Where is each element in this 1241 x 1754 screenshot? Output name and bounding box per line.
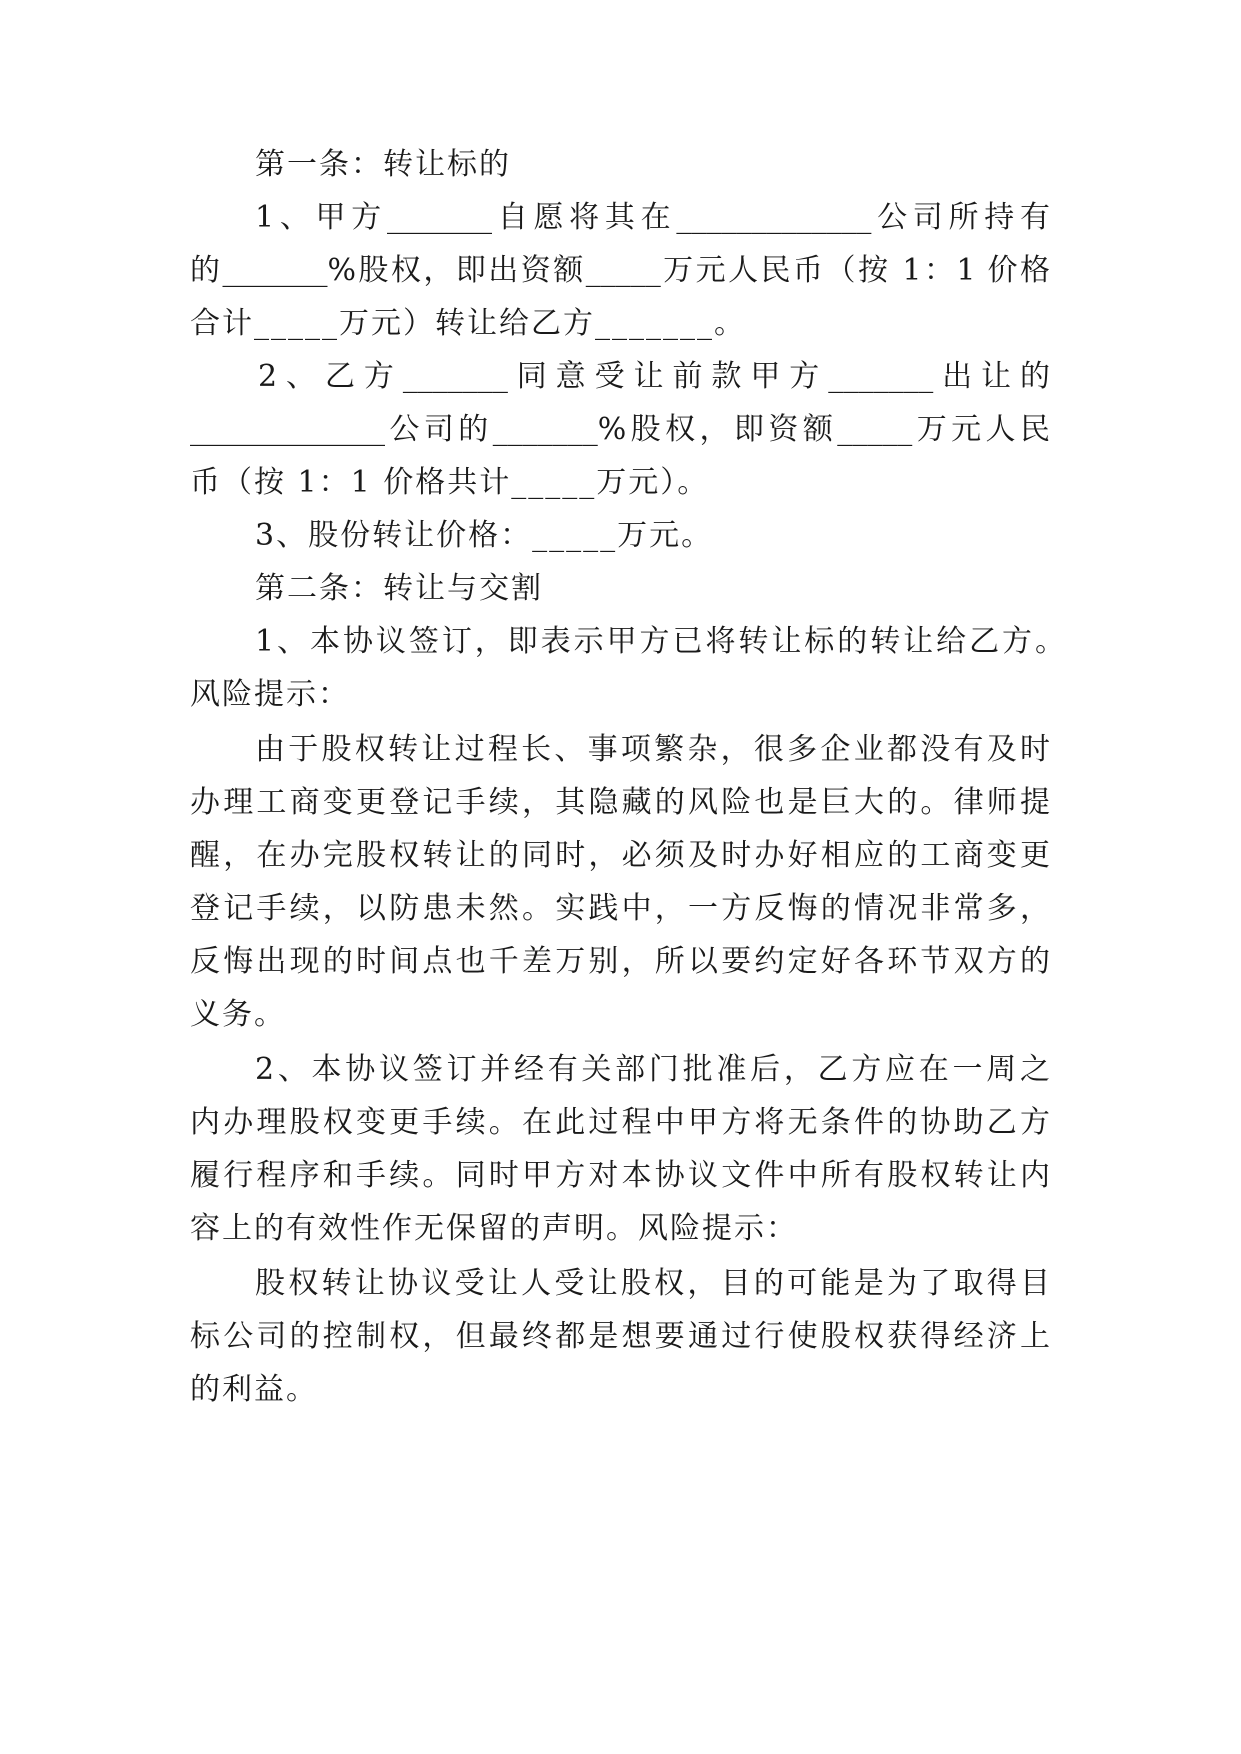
clause-1-2-line-1: 2、乙方_______同意受让前款甲方_______出让的 <box>258 359 1050 394</box>
risk-note-2-line-1: 股权转让协议受让人受让股权，目的可能是为了取得目 <box>255 1266 1050 1301</box>
risk-note-2-line-2: 标公司的控制权，但最终都是想要通过行使股权获得经济上 <box>190 1319 1050 1354</box>
clause-2-2-line-1: 2、本协议签订并经有关部门批准后，乙方应在一周之 <box>255 1052 1050 1087</box>
clause-2-2-line-2: 内办理股权变更手续。在此过程中甲方将无条件的协助乙方 <box>190 1105 1050 1140</box>
risk-note-1-line-3: 醒，在办完股权转让的同时，必须及时办好相应的工商变更 <box>190 838 1050 873</box>
clause-1-1-line-1: 1、甲方_______自愿将其在_____________公司所持有 <box>255 200 1050 235</box>
article-2-heading: 第二条：转让与交割 <box>255 571 543 606</box>
clause-1-2-line-2: _____________公司的_______%股权，即资额_____万元人民 <box>190 412 1050 447</box>
clause-2-2-line-3: 履行程序和手续。同时甲方对本协议文件中所有股权转让内 <box>190 1158 1050 1193</box>
risk-note-1-line-2: 办理工商变更登记手续，其隐藏的风险也是巨大的。律师提 <box>190 785 1050 820</box>
risk-note-2-line-3: 的利益。 <box>190 1372 318 1407</box>
clause-2-2-line-4: 容上的有效性作无保留的声明。风险提示： <box>190 1211 798 1246</box>
clause-1-3: 3、股份转让价格：_____万元。 <box>255 518 714 553</box>
clause-1-1-line-3: 合计_____万元）转让给乙方_______。 <box>190 306 746 341</box>
risk-note-label-1: 风险提示： <box>190 677 350 712</box>
clause-1-2-line-3: 币（按 1：1 价格共计_____万元）。 <box>190 465 710 500</box>
risk-note-1-line-4: 登记手续，以防患未然。实践中，一方反悔的情况非常多， <box>190 891 1050 926</box>
article-1-heading: 第一条：转让标的 <box>255 147 511 182</box>
risk-note-1-line-5: 反悔出现的时间点也千差万别，所以要约定好各环节双方的 <box>190 944 1050 979</box>
clause-2-1: 1、本协议签订，即表示甲方已将转让标的转让给乙方。 <box>255 624 1065 659</box>
clause-1-1-line-2: 的_______%股权，即出资额_____万元人民币（按 1：1 价格 <box>190 253 1050 288</box>
risk-note-1-line-6: 义务。 <box>190 997 286 1032</box>
risk-note-1-line-1: 由于股权转让过程长、事项繁杂，很多企业都没有及时 <box>255 732 1050 767</box>
